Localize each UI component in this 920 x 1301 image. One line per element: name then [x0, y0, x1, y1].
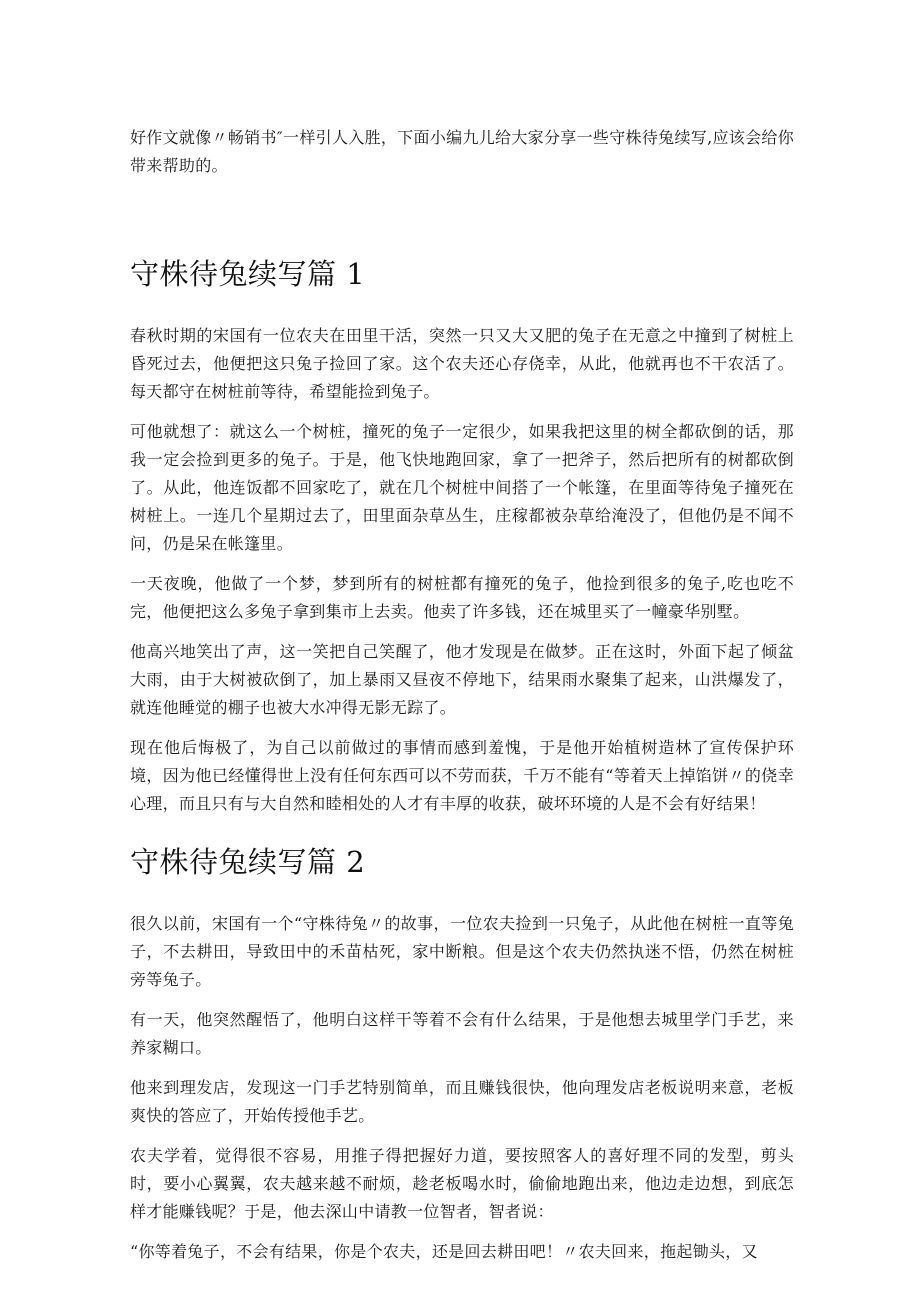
section-2-paragraph-2: 有一天，他突然醒悟了，他明白这样干等着不会有什么结果，于是他想去城里学门手艺，来养家糊口。 [130, 1010, 794, 1057]
section-1-paragraph-5: 现在他后悔极了，为自己以前做过的事情而感到羞愧，于是他开始植树造林了宣传保护环境，因为他已经懂得世上没有任何东西可以不劳而获，千万不能有“等着天上掉馅饼〃的侥幸心理，而且只有与大自然和睦相处的人才有丰厚的收获，破坏环境的人是不会有好结果！ [130, 738, 794, 813]
section-1-paragraph-3: 一天夜晚，他做了一个梦，梦到所有的树桩都有撞死的兔子，他捡到很多的兔子,吃也吃不完，他便把这么多兔子拿到集市上去卖。他卖了许多钱，还在城里买了一幢豪华别墅。 [130, 574, 794, 621]
section-2-paragraph-1: 很久以前，宋国有一个“守株待兔〃的故事，一位农夫捡到一只兔子，从此他在树桩一直等兔子，不去耕田，导致田中的禾苗枯死，家中断粮。但是这个农夫仍然执迷不悟，仍然在树桩旁等兔子。 [130, 914, 794, 989]
intro-paragraph: 好作文就像〃畅销书″一样引人入胜，下面小编九儿给大家分享一些守株待兔续写,应该会给你带来帮助的。 [130, 128, 794, 175]
section-1-heading: 守株待兔续写篇 1 [130, 257, 366, 291]
section-2-heading: 守株待兔续写篇 2 [130, 845, 366, 879]
section-1-paragraph-1: 春秋时期的宋国有一位农夫在田里干活，突然一只又大又肥的兔子在无意之中撞到了树桩上昏死过去，他便把这只兔子捡回了家。这个农夫还心存侥幸，从此，他就再也不干农活了。每天都守在树桩前等待，希望能捡到兔子。 [130, 326, 794, 401]
section-2-paragraph-5: “你等着兔子，不会有结果，你是个农夫，还是回去耕田吧！〃农夫回来，拖起锄头，又 [130, 1242, 758, 1261]
document-page [130, 124, 794, 1278]
section-1-paragraph-2: 可他就想了：就这么一个树桩，撞死的兔子一定很少，如果我把这里的树全都砍倒的话，那我一定会捡到更多的兔子。于是，他飞快地跑回家，拿了一把斧子，然后把所有的树都砍倒了。从此，他连饭都不回家吃了，就在几个树桩中间搭了一个帐篷，在里面等待兔子撞死在树桩上。一连几个星期过去了，田里面杂草丛生，庄稼都被杂草给淹没了，但他仍是不闻不问，仍是呆在帐篷里。 [130, 422, 794, 553]
section-2-paragraph-4: 农夫学着，觉得很不容易，用推子得把握好力道，要按照客人的喜好理不同的发型，剪头时，要小心翼翼，农夫越来越不耐烦，趁老板喝水时，偷偷地跑出来，他边走边想，到底怎样才能赚钱呢？于是，他去深山中请教一位智者，智者说： [130, 1146, 794, 1221]
section-1-paragraph-4: 他高兴地笑出了声，这一笑把自己笑醒了，他才发现是在做梦。正在这时，外面下起了倾盆大雨，由于大树被砍倒了，加上暴雨又昼夜不停地下，结果雨水聚集了起来，山洪爆发了，就连他睡觉的棚子也被大水冲得无影无踪了。 [130, 642, 794, 717]
section-2-paragraph-3: 他来到理发店，发现这一门手艺特别简单，而且赚钱很快，他向理发店老板说明来意，老板爽快的答应了，开始传授他手艺。 [130, 1078, 794, 1125]
